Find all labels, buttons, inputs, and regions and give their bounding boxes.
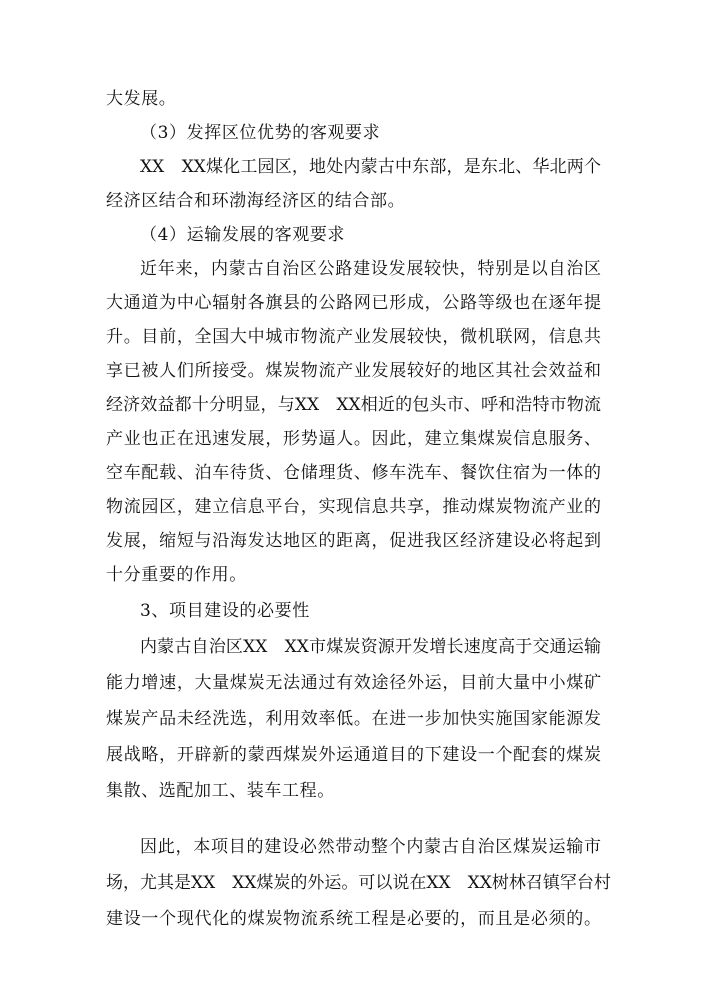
text-line: 经济区结合和环渤海经济区的结合部。 (106, 191, 406, 211)
text-line: 产业也正在迅速发展，形势逼人。因此，建立集煤炭信息服务、 (106, 429, 601, 449)
text-line: 内蒙古自治区XX XX市煤炭资源开发增长速度高于交通运输 (140, 637, 601, 657)
text-line: 场，尤其是XX XX煤炭的外运。可以说在XX XX树林召镇罕台村 (106, 873, 611, 893)
text-line: 展战略，开辟新的蒙西煤炭外运通道目的下建设一个配套的煤炭 (106, 745, 601, 765)
text-line: 享已被人们所接受。煤炭物流产业发展较好的地区其社会效益和 (106, 361, 601, 381)
text-line: XX XX煤化工园区，地处内蒙古中东部，是东北、华北两个 (140, 157, 601, 177)
text-line: 经济效益都十分明显，与XX XX相近的包头市、呼和浩特市物流 (106, 395, 601, 415)
text-line: 近年来，内蒙古自治区公路建设发展较快，特别是以自治区 (140, 259, 601, 279)
text-line: 物流园区，建立信息平台，实现信息共享，推动煤炭物流产业的 (106, 497, 601, 517)
text-line: 空车配载、泊车待货、仓储理货、修车洗车、餐饮住宿为一体的 (106, 463, 601, 483)
section-heading: （3）发挥区位优势的客观要求 (140, 123, 381, 143)
text-line: 升。目前，全国大中城市物流产业发展较快，微机联网，信息共 (106, 327, 601, 347)
text-line: 发展，缩短与沿海发达地区的距离，促进我区经济建设必将起到 (106, 531, 601, 551)
section-heading: （4）运输发展的客观要求 (140, 225, 346, 245)
text-line: 能力增速，大量煤炭无法通过有效途径外运，目前大量中小煤矿 (106, 673, 601, 693)
text-line: 集散、选配加工、装车工程。 (106, 781, 335, 801)
text-line: 十分重要的作用。 (106, 565, 247, 585)
text-line: 大通道为中心辐射各旗县的公路网已形成，公路等级也在逐年提 (106, 293, 601, 313)
text-line: 大发展。 (106, 89, 177, 109)
text-line: 建设一个现代化的煤炭物流系统工程是必要的，而且是必须的。 (106, 909, 601, 929)
text-line: 煤炭产品未经洗选，利用效率低。在进一步加快实施国家能源发 (106, 709, 601, 729)
section-heading: 3、项目建设的必要性 (140, 601, 310, 621)
text-line: 因此，本项目的建设必然带动整个内蒙古自治区煤炭运输市 (140, 837, 601, 857)
